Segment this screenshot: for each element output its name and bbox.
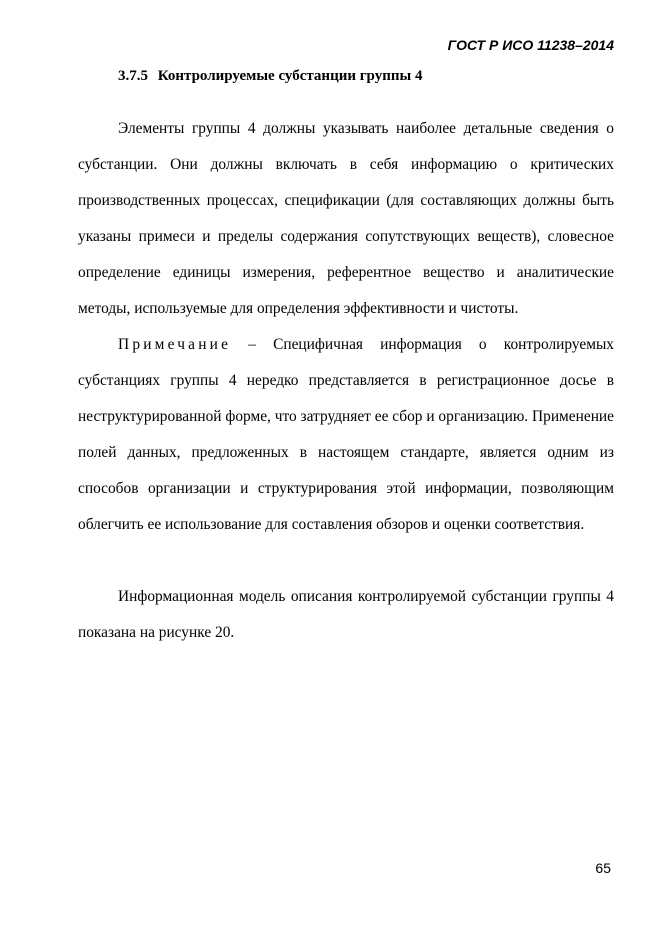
- section-title: Контролируемые субстанции группы 4: [157, 68, 423, 84]
- page-number: 65: [595, 860, 611, 876]
- note-text: – Специфичная информация о контролируемых субстанциях группы 4 нередко представляется в регистрационное досье в неструктурированной форме, что затрудняет ее сбор и организацию. Применение полей данных, предложенных в настоящем стандарте, является одним из способов организации и структурирования этой информации, позволяющим облегчить ее использование для составления обзоров и оценки соответствия.: [78, 336, 614, 533]
- paragraph-group4-elements: Элементы группы 4 должны указывать наиболее детальные сведения о субстанции. Они должны включать в себя информацию о критических производственных процессах, спецификации (для составляющих должны быть указаны примеси и пределы содержания сопутствующих веществ), словесное определение единицы измерения, референтное вещество и аналитические методы, используемые для определения эффективности и чистоты.: [78, 120, 614, 317]
- standard-code-header: ГОСТ Р ИСО 11238–2014: [447, 37, 614, 53]
- note-label: Примечание: [118, 336, 232, 353]
- section-heading: [118, 68, 422, 85]
- section-number: 3.7.5: [118, 68, 148, 84]
- paragraph-figure-reference: Информационная модель описания контролируемой субстанции группы 4 показана на рисунке 20.: [78, 588, 614, 641]
- note-paragraph: [78, 327, 614, 543]
